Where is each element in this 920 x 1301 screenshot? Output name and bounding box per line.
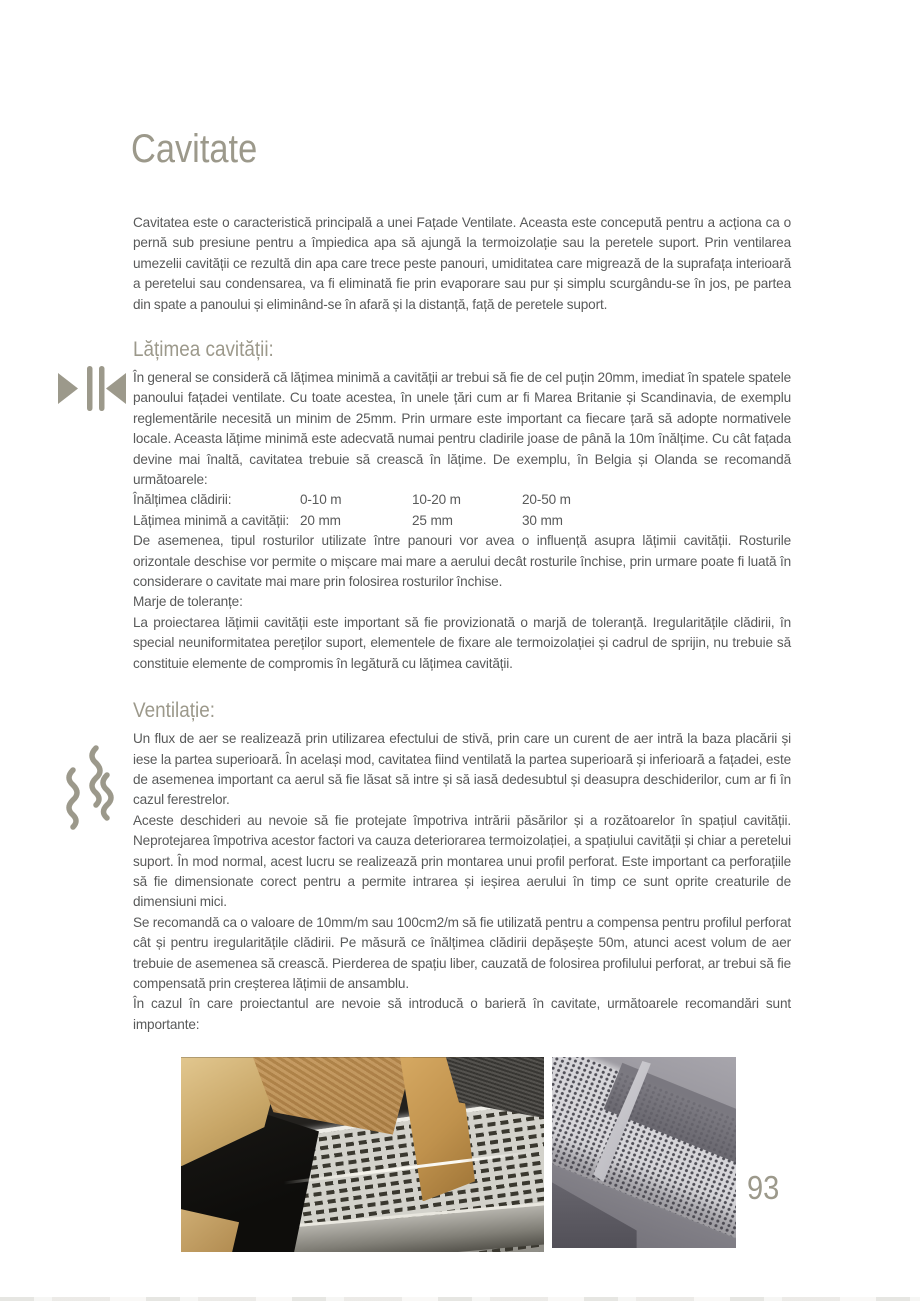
ventilation-paragraph-4: În cazul în care proiectantul are nevoie să introducă o barieră în cavitate, următoarele recomandări sunt importante: — [133, 996, 791, 1032]
cavity-width-paragraph-3: La proiectarea lățimii cavității este important să fie provizionată o marjă de toleranță. Iregularitățile clădirii, în special neuniformitatea pereților suport, elementele de fixare ale termoizolației și cadrul de sprijin, nu trebuie să constituie elemente de compromis în legătură cu lățimea cavității. — [133, 614, 791, 671]
page-bottom-edge — [0, 1297, 920, 1301]
table-cell: 0-10 m — [300, 492, 342, 508]
table-cell: 25 mm — [412, 512, 453, 528]
table-cell: 30 mm — [522, 512, 563, 528]
table-row-label: Lățimea minimă a cavității: — [133, 512, 290, 528]
table-row-label: Înălțimea clădirii: — [133, 492, 232, 508]
ventilation-paragraph-3: Se recomandă ca o valoare de 10mm/m sau 100cm2/m să fie utilizată pentru a compensa pentru profilul perforat cât și pentru iregularitățile clădirii. Pe măsură ce înălțimea clădirii depășește 50m, atunci acest volum de aer trebuie de asemenea să crească. Pierderea de spațiu liber, cauzată de folosirea profilului perforat, ar trebui să fie compensată prin creșterea lățimii de ansamblu. — [133, 914, 791, 991]
cavity-width-table — [133, 490, 791, 531]
cavity-width-paragraph-2: De asemenea, tipul rosturilor utilizate între panouri vor avea o influență asupra lățimii cavității. Rosturile orizontale deschise vor permite o mișcare mai mare a aerului decât rosturile închise, prin urmare poate fi luată în considerare o cavitate mai mare prin folosirea rosturilor închise. — [133, 533, 791, 590]
intro-paragraph: Cavitatea este o caracteristică principală a unei Fațade Ventilate. Aceasta este concepută pentru a acționa ca o pernă sub presiune pentru a împiedica apa să ajungă la termoizolație sau la peretele suport. Prin ventilarea umezelii cavității ce rezultă din apa care trece peste panouri, umiditatea care migrează de la suprafața interioară a peretelui sau condensarea, va fi eliminată fie prin evaporare sau pur și simplu scurgându-se în jos, pe partea din spate a panoului și eliminând-se în afară și la distanță, față de peretele suport. — [133, 215, 791, 312]
cavity-width-paragraph-1: În general se consideră că lățimea minimă a cavității ar trebui să fie de cel puțin 20mm, imediat în spatele spatele panoului fațadei ventilate. Cu toate acestea, în unele țări cum ar fi Marea Britanie și Scandinavia, de exemplu reglementările necesită un minim de 25mm. Prin urmare este important ca fiecare țară să adopte normativele locale. Aceasta lățime minimă este adecvată numai pentru cladirile joase de până la 10m înălțime. Cu cât fațada devine mai înaltă, cavitatea trebuie să crească în lățime. De exemplu, în Belgia și Olanda se recomandă următoarele: — [133, 370, 791, 488]
table-cell: 20 mm — [300, 512, 341, 528]
cavity-width-icon — [57, 364, 127, 418]
table-cell: 10-20 m — [412, 492, 461, 508]
section-heading-cavity-width: Lățimea cavității: — [133, 338, 274, 361]
page-title: Cavitate — [131, 127, 258, 171]
photo-row — [181, 1057, 791, 1252]
ventilation-paragraph-2: Aceste deschideri au nevoie să fie protejate împotriva intrării păsărilor și a rozătoarelor în spațiul cavității. Neprotejarea împotriva acestor factori va cauza deteriorarea termoizolației, a spațiului cavității și chiar a peretelui suport. În mod normal, acest lucru se realizează prin montarea unui profil perforat. Este important ca perforațiile să fie dimensionate corect pentru a permite intrarea și ieșirea aerului în timp ce sunt oprite creaturile de dimensiuni mici. — [133, 812, 791, 910]
page-number: 93 — [747, 1169, 780, 1206]
main-text-column — [133, 338, 791, 1252]
steam-waves-icon — [63, 744, 115, 839]
section-heading-ventilation: Ventilație: — [133, 699, 215, 723]
table-cell: 20-50 m — [522, 492, 571, 508]
photo-perforated-profile-installed — [181, 1057, 544, 1252]
tolerance-label: Marje de toleranțe: — [133, 594, 243, 610]
photo-perforated-profile-product — [552, 1057, 736, 1248]
ventilation-paragraph-1: Un flux de aer se realizează prin utilizarea efectului de stivă, prin care un curent de aer intră la baza placării și iese la partea superioară. În același mod, cavitatea fiind ventilată la partea superioară și inferioară a fațadei, este de asemenea important ca aerul să fie lăsat să intre și să iasă dedesubtul și deasupra deschiderilor, cum ar fi în cazul ferestrelor. — [133, 731, 791, 808]
